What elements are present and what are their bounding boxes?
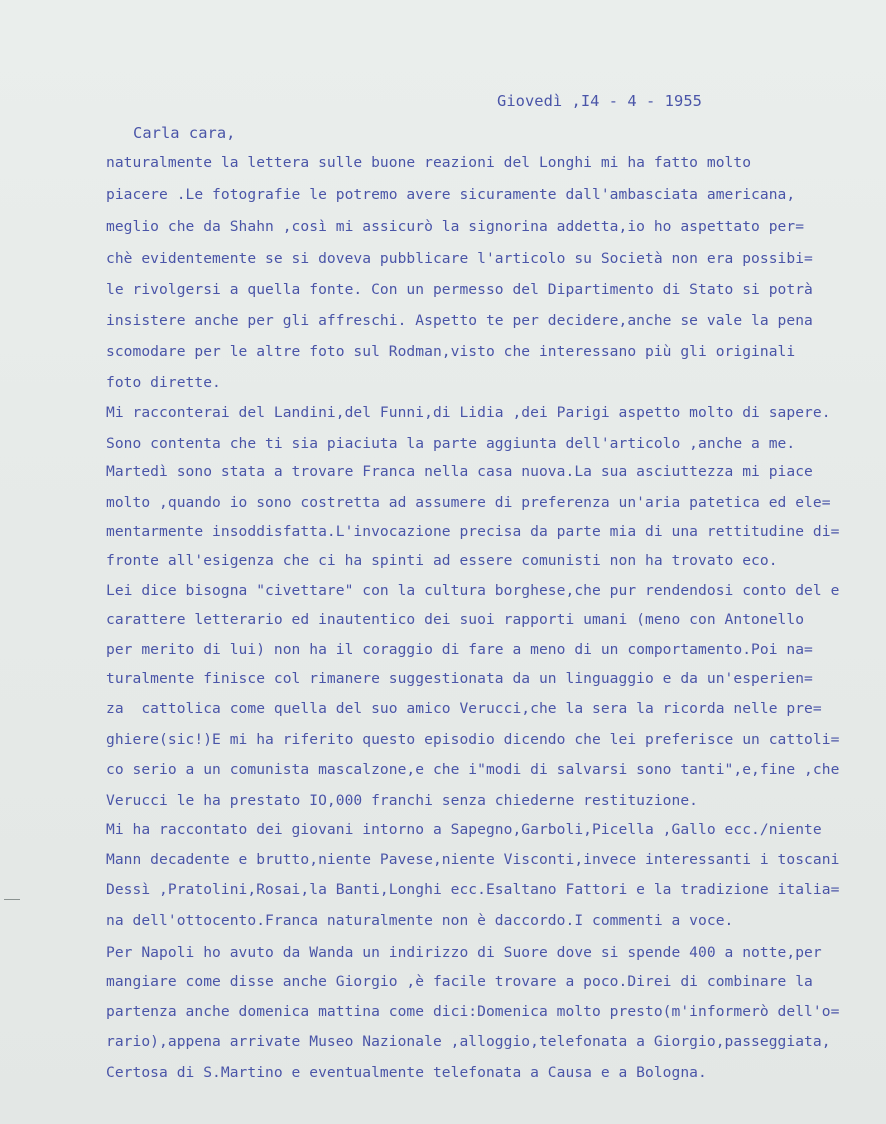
- body-line: meglio che da Shahn ,così mi assicurò la signorina addetta,io ho aspettato per=: [106, 218, 805, 235]
- body-line: Mi ha raccontato dei giovani intorno a Sapegno,Garboli,Picella ,Gallo ecc./niente: [106, 821, 822, 838]
- body-line: carattere letterario ed inautentico dei suoi rapporti umani (meno con Antonello: [106, 611, 805, 628]
- body-line: ghiere(sic!)E mi ha riferito questo episodio dicendo che lei preferisce un cattoli=: [106, 731, 840, 748]
- body-line: Mi racconterai del Landini,del Funni,di Lidia ,dei Parigi aspetto molto di sapere.: [106, 404, 831, 421]
- body-line: Lei dice bisogna "civettare" con la cultura borghese,che pur rendendosi conto del e: [106, 582, 840, 599]
- body-line: molto ,quando io sono costretta ad assumere di preferenza un'aria patetica ed ele=: [106, 494, 831, 511]
- bleed-through-marks: [378, 0, 488, 10]
- letter-salutation: Carla cara,: [133, 124, 236, 142]
- body-line: na dell'ottocento.Franca naturalmente non è daccordo.I commenti a voce.: [106, 912, 734, 929]
- body-line: le rivolgersi a quella fonte. Con un permesso del Dipartimento di Stato si potrà: [106, 281, 813, 298]
- body-line: Certosa di S.Martino e eventualmente telefonata a Causa e a Bologna.: [106, 1064, 707, 1081]
- body-line: fronte all'esigenza che ci ha spinti ad essere comunisti non ha trovato eco.: [106, 552, 778, 569]
- body-line: rario),appena arrivate Museo Nazionale ,alloggio,telefonata a Giorgio,passeggiata,: [106, 1033, 831, 1050]
- body-line: Sono contenta che ti sia piaciuta la parte aggiunta dell'articolo ,anche a me.: [106, 435, 796, 452]
- body-line: per merito di lui) non ha il coraggio di fare a meno di un comportamento.Poi na=: [106, 641, 813, 658]
- letter-date: Giovedì ,I4 - 4 - 1955: [497, 92, 702, 110]
- body-line: insistere anche per gli affreschi. Aspetto te per decidere,anche se vale la pena: [106, 312, 813, 329]
- body-line: naturalmente la lettera sulle buone reazioni del Longhi mi ha fatto molto: [106, 154, 752, 171]
- body-line: mangiare come disse anche Giorgio ,è facile trovare a poco.Direi di combinare la: [106, 973, 813, 990]
- body-line: piacere .Le fotografie le potremo avere sicuramente dall'ambasciata americana,: [106, 186, 796, 203]
- body-line: co serio a un comunista mascalzone,e che i"modi di salvarsi sono tanti",e,fine ,che: [106, 761, 840, 778]
- body-line: Dessì ,Pratolini,Rosai,la Banti,Longhi ecc.Esaltano Fattori e la tradizione italia=: [106, 881, 840, 898]
- body-line: Martedì sono stata a trovare Franca nella casa nuova.La sua asciuttezza mi piace: [106, 463, 813, 480]
- body-line: Verucci le ha prestato IO,000 franchi senza chiederne restituzione.: [106, 792, 699, 809]
- margin-mark: [4, 899, 20, 900]
- body-line: partenza anche domenica mattina come dici:Domenica molto presto(m'informerò dell'o=: [106, 1003, 840, 1020]
- body-line: scomodare per le altre foto sul Rodman,visto che interessano più gli originali: [106, 343, 796, 360]
- body-line: turalmente finisce col rimanere suggestionata da un linguaggio e da un'esperien=: [106, 670, 813, 687]
- body-line: mentarmente insoddisfatta.L'invocazione precisa da parte mia di una rettitudine di=: [106, 523, 840, 540]
- body-line: Mann decadente e brutto,niente Pavese,niente Visconti,invece interessanti i toscani: [106, 851, 840, 868]
- body-line: za cattolica come quella del suo amico Verucci,che la sera la ricorda nelle pre=: [106, 700, 822, 717]
- body-line: chè evidentemente se si doveva pubblicare l'articolo su Società non era possibi=: [106, 250, 813, 267]
- body-line: foto dirette.: [106, 374, 221, 391]
- body-line: Per Napoli ho avuto da Wanda un indirizzo di Suore dove si spende 400 a notte,per: [106, 944, 822, 961]
